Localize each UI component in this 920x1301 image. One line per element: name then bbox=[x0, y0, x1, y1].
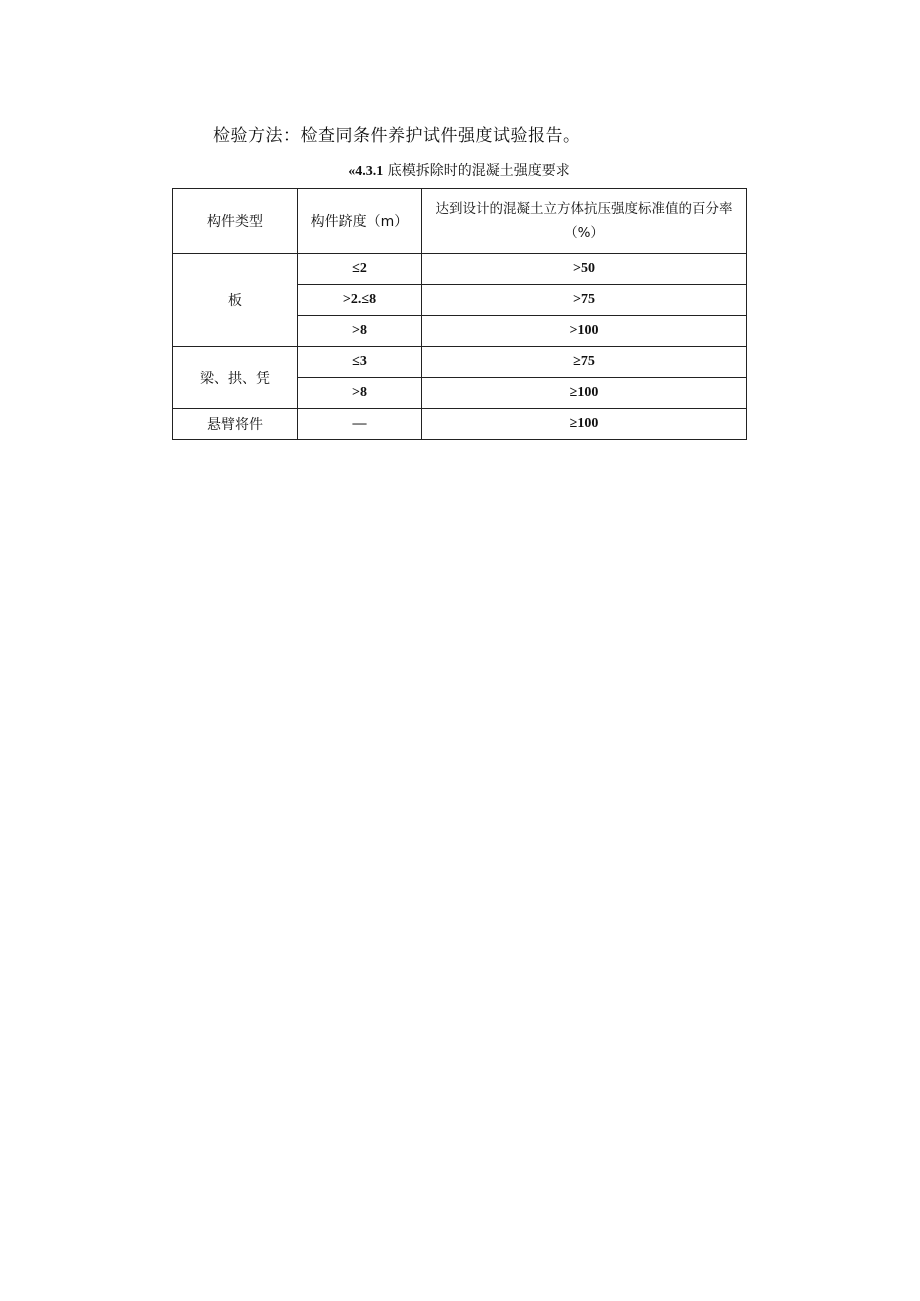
table-header-row bbox=[173, 189, 747, 254]
percent-cell: ≥75 bbox=[422, 347, 747, 378]
percent-cell: >75 bbox=[422, 285, 747, 316]
span-cell: >2.≤8 bbox=[298, 285, 422, 316]
span-cell: ≤2 bbox=[298, 254, 422, 285]
table-caption bbox=[172, 160, 746, 180]
header-strength-percent: 达到设计的混凝土立方体抗压强度标准值的百分率（%） bbox=[422, 189, 747, 254]
category-beam-arch-shell: 梁、拱、凭 bbox=[173, 347, 298, 409]
header-span: 构件跻度（m） bbox=[298, 189, 422, 254]
span-cell: ≤3 bbox=[298, 347, 422, 378]
table-row bbox=[173, 254, 747, 285]
concrete-strength-table bbox=[172, 188, 747, 440]
inspection-method-text: 检验方法：检查同条件养护试件强度试验报告。 bbox=[213, 126, 581, 146]
category-slab: 板 bbox=[173, 254, 298, 347]
span-cell: >8 bbox=[298, 316, 422, 347]
percent-cell: >100 bbox=[422, 316, 747, 347]
category-cantilever: 悬臂将件 bbox=[173, 409, 298, 440]
percent-cell: ≥100 bbox=[422, 378, 747, 409]
percent-cell: ≥100 bbox=[422, 409, 747, 440]
span-cell: — bbox=[298, 409, 422, 440]
span-cell: >8 bbox=[298, 378, 422, 409]
table-row bbox=[173, 409, 747, 440]
header-component-type: 构件类型 bbox=[173, 189, 298, 254]
table-title: 底模拆除时的混凝土强度要求 bbox=[387, 163, 570, 179]
table-number: «4.3.1 bbox=[348, 164, 384, 179]
percent-cell: >50 bbox=[422, 254, 747, 285]
table-row bbox=[173, 347, 747, 378]
